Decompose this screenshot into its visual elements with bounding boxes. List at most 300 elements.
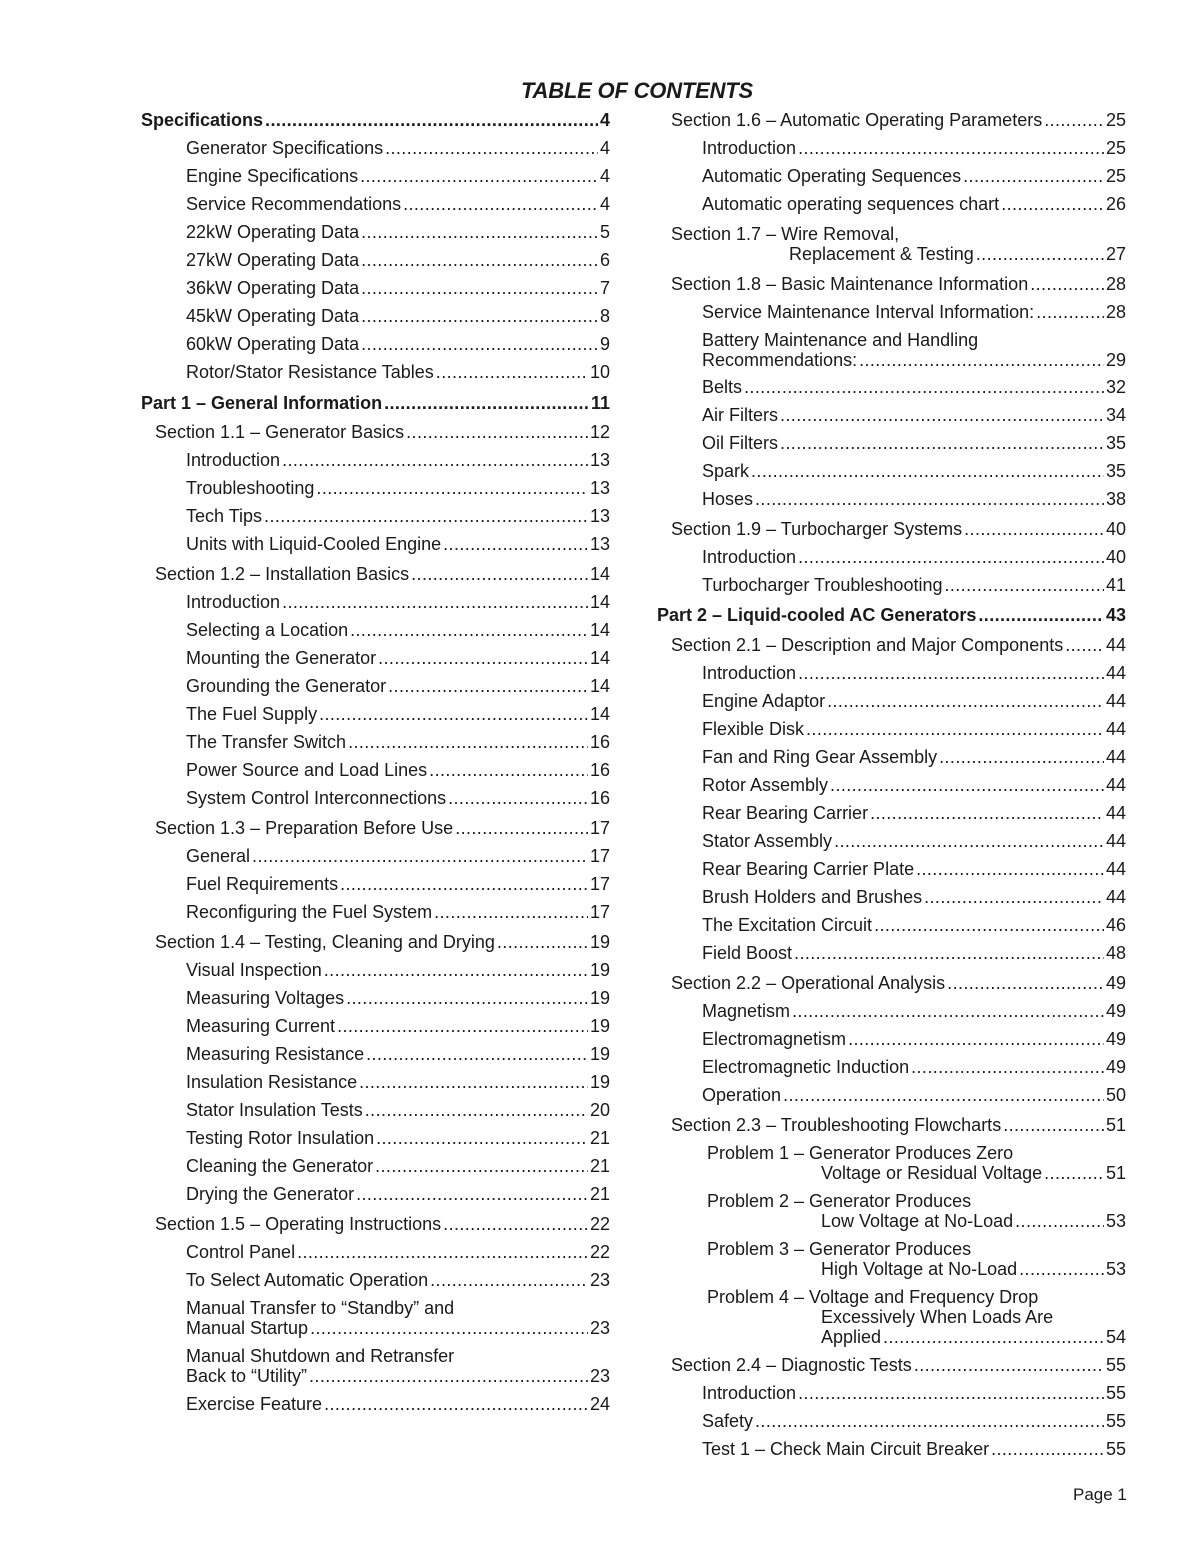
dot-leader [310, 1318, 588, 1338]
dot-leader [376, 1128, 588, 1148]
dot-leader [348, 732, 588, 752]
toc-page-number: 25 [1105, 138, 1126, 158]
toc-section-entry [657, 110, 1126, 130]
dot-leader [978, 605, 1104, 625]
toc-subsection-entry [657, 166, 1126, 186]
toc-subsection-entry [657, 1001, 1126, 1021]
toc-entry-title: Exercise Feature [186, 1394, 323, 1414]
toc-subsection-entry [141, 250, 610, 270]
toc-subsection-entry [141, 1100, 610, 1120]
toc-entry-title: Recommendations: [702, 350, 858, 370]
toc-entry-title: Rotor Assembly [702, 775, 829, 795]
toc-section-entry [657, 973, 1126, 993]
toc-subsection-entry [141, 1346, 610, 1386]
toc-page-number: 4 [599, 110, 610, 130]
toc-entry-title: Drying the Generator [186, 1184, 355, 1204]
toc-page-number: 14 [589, 620, 610, 640]
dot-leader [340, 874, 588, 894]
toc-entry-title: General [186, 846, 251, 866]
dot-leader [963, 166, 1104, 186]
toc-page-number: 49 [1105, 1057, 1126, 1077]
toc-page-number: 49 [1105, 1001, 1126, 1021]
dot-leader [366, 1044, 588, 1064]
toc-page-number: 19 [589, 960, 610, 980]
dot-leader [1019, 1259, 1104, 1279]
toc-page-number: 14 [589, 676, 610, 696]
toc-page-number: 24 [589, 1394, 610, 1414]
toc-page-number: 35 [1105, 461, 1126, 481]
toc-entry-title: Part 2 – Liquid-cooled AC Generators [657, 605, 977, 625]
toc-subsection-entry [657, 887, 1126, 907]
toc-entry-title: Back to “Utility” [186, 1366, 308, 1386]
toc-page-number: 20 [589, 1100, 610, 1120]
toc-entry-title: Service Maintenance Interval Information: [702, 302, 1035, 322]
toc-entry-title: 45kW Operating Data [186, 306, 360, 326]
dot-leader [1015, 1211, 1104, 1231]
toc-entry-title: Insulation Resistance [186, 1072, 358, 1092]
dot-leader [265, 110, 598, 130]
toc-page-number: 14 [589, 648, 610, 668]
toc-entry-title: Automatic operating sequences chart [702, 194, 1000, 214]
dot-leader [991, 1439, 1104, 1459]
toc-entry-title: Spark [702, 461, 750, 481]
toc-page-number: 19 [589, 988, 610, 1008]
toc-page-number: 43 [1105, 605, 1126, 625]
toc-entry-title: Oil Filters [702, 433, 778, 453]
dot-leader [384, 393, 589, 413]
toc-page-number: 4 [599, 138, 610, 158]
dot-leader [924, 887, 1104, 907]
toc-subsection-entry [141, 450, 610, 470]
dot-leader [403, 194, 598, 214]
toc-section-entry [657, 519, 1126, 539]
dot-leader [388, 676, 588, 696]
toc-entry-title: Stator Insulation Tests [186, 1100, 363, 1120]
dot-leader [1044, 1163, 1104, 1183]
toc-page-number: 44 [1105, 691, 1126, 711]
toc-entry-title: Section 1.3 – Preparation Before Use [155, 818, 454, 838]
toc-subsection-entry [141, 1394, 610, 1414]
toc-entry-title: The Excitation Circuit [702, 915, 873, 935]
dot-leader [1030, 274, 1104, 294]
toc-entry-title: 22kW Operating Data [186, 222, 360, 242]
toc-subsection-entry [141, 278, 610, 298]
toc-subsection-entry [141, 988, 610, 1008]
toc-page-number: 44 [1105, 859, 1126, 879]
toc-entry-title: Magnetism [702, 1001, 791, 1021]
toc-subsection-entry [141, 1298, 610, 1338]
dot-leader [755, 489, 1104, 509]
toc-subsection-entry [657, 547, 1126, 567]
toc-page-number: 6 [599, 250, 610, 270]
toc-section-entry [141, 1214, 610, 1234]
toc-subsection-entry [657, 330, 1126, 370]
toc-entry-title: Electromagnetic Induction [702, 1057, 910, 1077]
dot-leader [309, 1366, 588, 1386]
toc-page-number: 44 [1105, 663, 1126, 683]
dot-leader [848, 1029, 1104, 1049]
dot-leader [252, 846, 588, 866]
toc-entry-title: Selecting a Location [186, 620, 349, 640]
toc-entry-title: Field Boost [702, 943, 793, 963]
toc-subsection-entry [657, 1191, 1126, 1231]
toc-entry-title-line: Excessively When Loads Are [821, 1307, 1054, 1327]
toc-entry-title-line: Manual Shutdown and Retransfer [186, 1346, 455, 1366]
toc-page-number: 49 [1105, 1029, 1126, 1049]
toc-subsection-entry [657, 691, 1126, 711]
toc-subsection-entry [141, 1128, 610, 1148]
toc-entry-title: Testing Rotor Insulation [186, 1128, 375, 1148]
toc-subsection-entry [141, 534, 610, 554]
toc-entry-title-line: Section 1.7 – Wire Removal, [671, 224, 900, 244]
toc-page-number: 44 [1105, 887, 1126, 907]
toc-page-number: 22 [589, 1214, 610, 1234]
toc-entry-title: Troubleshooting [186, 478, 315, 498]
toc-part-entry [141, 110, 610, 130]
toc-page-number: 7 [599, 278, 610, 298]
toc-entry-title: Part 1 – General Information [141, 393, 383, 413]
toc-page-number: 12 [589, 422, 610, 442]
toc-page-number: 17 [589, 818, 610, 838]
toc-page-number: 53 [1105, 1211, 1126, 1231]
toc-entry-title: Introduction [702, 663, 797, 683]
toc-subsection-entry [141, 592, 610, 612]
toc-section-entry [141, 932, 610, 952]
dot-leader [798, 547, 1104, 567]
toc-entry-title: Cleaning the Generator [186, 1156, 374, 1176]
toc-subsection-entry [657, 719, 1126, 739]
toc-entry-title: Section 2.4 – Diagnostic Tests [671, 1355, 912, 1375]
toc-subsection-entry [141, 334, 610, 354]
toc-entry-title: Control Panel [186, 1242, 296, 1262]
dot-leader [798, 138, 1104, 158]
toc-page-number: 28 [1105, 302, 1126, 322]
toc-page-number: 19 [589, 1044, 610, 1064]
dot-leader [916, 859, 1104, 879]
toc-entry-title: To Select Automatic Operation [186, 1270, 429, 1290]
toc-page-number: 48 [1105, 943, 1126, 963]
dot-leader [346, 988, 588, 1008]
toc-entry-title: Section 2.2 – Operational Analysis [671, 973, 946, 993]
toc-entry-title: Reconfiguring the Fuel System [186, 902, 433, 922]
dot-leader [783, 1085, 1104, 1105]
toc-section-entry [657, 1355, 1126, 1375]
toc-page-number: 38 [1105, 489, 1126, 509]
dot-leader [356, 1184, 588, 1204]
dot-leader [830, 775, 1104, 795]
dot-leader [870, 803, 1104, 823]
dot-leader [755, 1411, 1104, 1431]
toc-entry-title: Introduction [702, 138, 797, 158]
toc-page-number: 51 [1105, 1115, 1126, 1135]
toc-subsection-entry [657, 915, 1126, 935]
dot-leader [914, 1355, 1104, 1375]
toc-subsection-entry [141, 1270, 610, 1290]
toc-entry-title: Applied [821, 1327, 882, 1347]
toc-page-number: 44 [1105, 803, 1126, 823]
toc-entry-title: System Control Interconnections [186, 788, 447, 808]
dot-leader [947, 973, 1104, 993]
toc-page-number: 14 [589, 592, 610, 612]
dot-leader [324, 960, 588, 980]
toc-subsection-entry [657, 943, 1126, 963]
toc-entry-title-line: Problem 3 – Generator Produces [707, 1239, 972, 1259]
toc-entry-title: Mounting the Generator [186, 648, 377, 668]
toc-subsection-entry [657, 1287, 1126, 1347]
toc-entry-title: Low Voltage at No-Load [821, 1211, 1014, 1231]
toc-page-number: 28 [1105, 274, 1126, 294]
toc-page-number: 13 [589, 478, 610, 498]
toc-page-number: 19 [589, 1072, 610, 1092]
dot-leader [297, 1242, 588, 1262]
toc-subsection-entry [657, 1383, 1126, 1403]
toc-page-number: 16 [589, 760, 610, 780]
dot-leader [780, 433, 1104, 453]
toc-subsection-entry [657, 747, 1126, 767]
toc-entry-title: Voltage or Residual Voltage [821, 1163, 1043, 1183]
toc-entry-title: Air Filters [702, 405, 778, 425]
dot-leader [944, 575, 1103, 595]
toc-page-number: 25 [1105, 166, 1126, 186]
toc-subsection-entry [141, 732, 610, 752]
toc-subsection-entry [141, 1044, 610, 1064]
toc-page-number: 44 [1105, 775, 1126, 795]
toc-entry-title: Introduction [702, 1383, 797, 1403]
toc-subsection-entry [141, 846, 610, 866]
toc-page-number: 40 [1105, 547, 1126, 567]
toc-entry-title-line: Problem 1 – Generator Produces Zero [707, 1143, 1014, 1163]
toc-section-entry [657, 224, 1126, 264]
toc-entry-title: Operation [702, 1085, 782, 1105]
toc-section-entry [141, 564, 610, 584]
toc-subsection-entry [657, 461, 1126, 481]
toc-subsection-entry [141, 960, 610, 980]
dot-leader [1001, 194, 1104, 214]
toc-subsection-entry [657, 803, 1126, 823]
dot-leader [361, 306, 598, 326]
dot-leader [443, 534, 588, 554]
toc-subsection-entry [657, 859, 1126, 879]
toc-page-number: 13 [589, 450, 610, 470]
toc-page-number: 54 [1105, 1327, 1126, 1347]
toc-page-number: 23 [589, 1318, 610, 1338]
toc-entry-title: Generator Specifications [186, 138, 384, 158]
toc-subsection-entry [141, 874, 610, 894]
toc-entry-title: Automatic Operating Sequences [702, 166, 962, 186]
toc-subsection-entry [141, 788, 610, 808]
toc-entry-title-line: Problem 4 – Voltage and Frequency Drop [707, 1287, 1039, 1307]
toc-subsection-entry [141, 1156, 610, 1176]
toc-page-number: 27 [1105, 244, 1126, 264]
toc-page-number: 17 [589, 902, 610, 922]
dot-leader [385, 138, 598, 158]
toc-page-number: 9 [599, 334, 610, 354]
dot-leader [434, 902, 588, 922]
toc-section-entry [657, 635, 1126, 655]
toc-subsection-entry [141, 194, 610, 214]
toc-entry-title: Measuring Voltages [186, 988, 345, 1008]
toc-subsection-entry [657, 377, 1126, 397]
toc-page-number: 19 [589, 1016, 610, 1036]
toc-page-number: 51 [1105, 1163, 1126, 1183]
toc-subsection-entry [141, 648, 610, 668]
dot-leader [361, 222, 598, 242]
toc-entry-title: Turbocharger Troubleshooting [702, 575, 943, 595]
toc-page-number: 21 [589, 1184, 610, 1204]
toc-page-number: 13 [589, 534, 610, 554]
toc-subsection-entry [141, 306, 610, 326]
toc-page-number: 17 [589, 874, 610, 894]
dot-leader [443, 1214, 588, 1234]
toc-entry-title: Hoses [702, 489, 754, 509]
toc-entry-title: Fuel Requirements [186, 874, 339, 894]
toc-entry-title: Grounding the Generator [186, 676, 387, 696]
toc-entry-title: Introduction [702, 547, 797, 567]
dot-leader [411, 564, 588, 584]
toc-entry-title: Electromagnetism [702, 1029, 847, 1049]
toc-subsection-entry [141, 362, 610, 382]
toc-entry-title: Introduction [186, 450, 281, 470]
dot-leader [751, 461, 1104, 481]
toc-entry-title: Specifications [141, 110, 264, 130]
dot-leader [911, 1057, 1104, 1077]
toc-entry-title: Brush Holders and Brushes [702, 887, 923, 907]
toc-page-number: 34 [1105, 405, 1126, 425]
toc-page-number: 46 [1105, 915, 1126, 935]
dot-leader [1003, 1115, 1104, 1135]
toc-entry-title: Tech Tips [186, 506, 263, 526]
toc-entry-title: Section 1.2 – Installation Basics [155, 564, 410, 584]
toc-entry-title-line: Battery Maintenance and Handling [702, 330, 979, 350]
toc-section-entry [141, 818, 610, 838]
toc-subsection-entry [657, 302, 1126, 322]
dot-leader [361, 250, 598, 270]
dot-leader [798, 663, 1104, 683]
toc-page-number: 22 [589, 1242, 610, 1262]
toc-subsection-entry [141, 478, 610, 498]
toc-subsection-entry [657, 1411, 1126, 1431]
toc-subsection-entry [657, 138, 1126, 158]
toc-subsection-entry [141, 138, 610, 158]
toc-subsection-entry [141, 1072, 610, 1092]
dot-leader [359, 1072, 588, 1092]
toc-page-number: 26 [1105, 194, 1126, 214]
toc-entry-title: Section 1.8 – Basic Maintenance Information [671, 274, 1029, 294]
toc-subsection-entry [657, 1085, 1126, 1105]
dot-leader [780, 405, 1104, 425]
toc-page-number: 16 [589, 732, 610, 752]
toc-page-number: 41 [1105, 575, 1126, 595]
toc-entry-title: Stator Assembly [702, 831, 833, 851]
toc-part-entry [141, 393, 610, 413]
toc-page-number: 53 [1105, 1259, 1126, 1279]
toc-section-entry [657, 1115, 1126, 1135]
toc-subsection-entry [141, 620, 610, 640]
toc-subsection-entry [657, 1439, 1126, 1459]
toc-entry-title: Measuring Resistance [186, 1044, 365, 1064]
dot-leader [798, 1383, 1104, 1403]
toc-page-number: 19 [589, 932, 610, 952]
toc-entry-title: 60kW Operating Data [186, 334, 360, 354]
dot-leader [436, 362, 588, 382]
toc-entry-title: High Voltage at No-Load [821, 1259, 1018, 1279]
toc-page-number: 40 [1105, 519, 1126, 539]
toc-entry-title: Test 1 – Check Main Circuit Breaker [702, 1439, 990, 1459]
toc-subsection-entry [657, 1057, 1126, 1077]
dot-leader [319, 704, 588, 724]
toc-part-entry [657, 605, 1126, 625]
toc-subsection-entry [657, 405, 1126, 425]
dot-leader [744, 377, 1104, 397]
toc-page-number: 44 [1105, 831, 1126, 851]
toc-page-number: 55 [1105, 1355, 1126, 1375]
toc-page-number: 14 [589, 564, 610, 584]
toc-subsection-entry [657, 1239, 1126, 1279]
dot-leader [1065, 635, 1104, 655]
toc-entry-title: Section 1.4 – Testing, Cleaning and Drying [155, 932, 495, 952]
dot-leader [964, 519, 1104, 539]
toc-entry-title: Section 2.3 – Troubleshooting Flowcharts [671, 1115, 1002, 1135]
toc-entry-title: Safety [702, 1411, 754, 1431]
page-number: Page 1 [1073, 1485, 1127, 1504]
toc-entry-title: Replacement & Testing [789, 244, 974, 264]
toc-page-number: 21 [589, 1128, 610, 1148]
toc-page-number: 55 [1105, 1439, 1126, 1459]
toc-entry-title: Section 1.1 – Generator Basics [155, 422, 405, 442]
toc-subsection-entry [141, 1184, 610, 1204]
toc-section-entry [657, 274, 1126, 294]
dot-leader [324, 1394, 588, 1414]
dot-leader [1036, 302, 1104, 322]
dot-leader [1044, 110, 1104, 130]
toc-entry-title: Measuring Current [186, 1016, 336, 1036]
toc-subsection-entry [141, 760, 610, 780]
toc-entry-title: Rear Bearing Carrier [702, 803, 869, 823]
dot-leader [361, 334, 598, 354]
toc-subsection-entry [141, 676, 610, 696]
toc-entry-title: Manual Startup [186, 1318, 309, 1338]
toc-page-number: 5 [599, 222, 610, 242]
dot-leader [794, 943, 1104, 963]
dot-leader [874, 915, 1104, 935]
toc-subsection-entry [657, 194, 1126, 214]
toc-entry-title: Units with Liquid-Cooled Engine [186, 534, 442, 554]
toc-page-number: 44 [1105, 635, 1126, 655]
toc-section-entry [141, 422, 610, 442]
toc-page-number: 55 [1105, 1411, 1126, 1431]
toc-page-number: 17 [589, 846, 610, 866]
toc-subsection-entry [141, 902, 610, 922]
toc-subsection-entry [657, 775, 1126, 795]
toc-subsection-entry [141, 166, 610, 186]
dot-leader [834, 831, 1104, 851]
dot-leader [406, 422, 588, 442]
dot-leader [337, 1016, 588, 1036]
toc-entry-title: Belts [702, 377, 743, 397]
dot-leader [455, 818, 588, 838]
toc-page-number: 21 [589, 1156, 610, 1176]
dot-leader [497, 932, 588, 952]
dot-leader [282, 450, 588, 470]
dot-leader [883, 1327, 1104, 1347]
toc-page-number: 16 [589, 788, 610, 808]
toc-subsection-entry [141, 1016, 610, 1036]
dot-leader [448, 788, 588, 808]
toc-page-number: 35 [1105, 433, 1126, 453]
toc-page-number: 55 [1105, 1383, 1126, 1403]
page-title: TABLE OF CONTENTS [520, 78, 754, 103]
toc-page-number: 23 [589, 1270, 610, 1290]
